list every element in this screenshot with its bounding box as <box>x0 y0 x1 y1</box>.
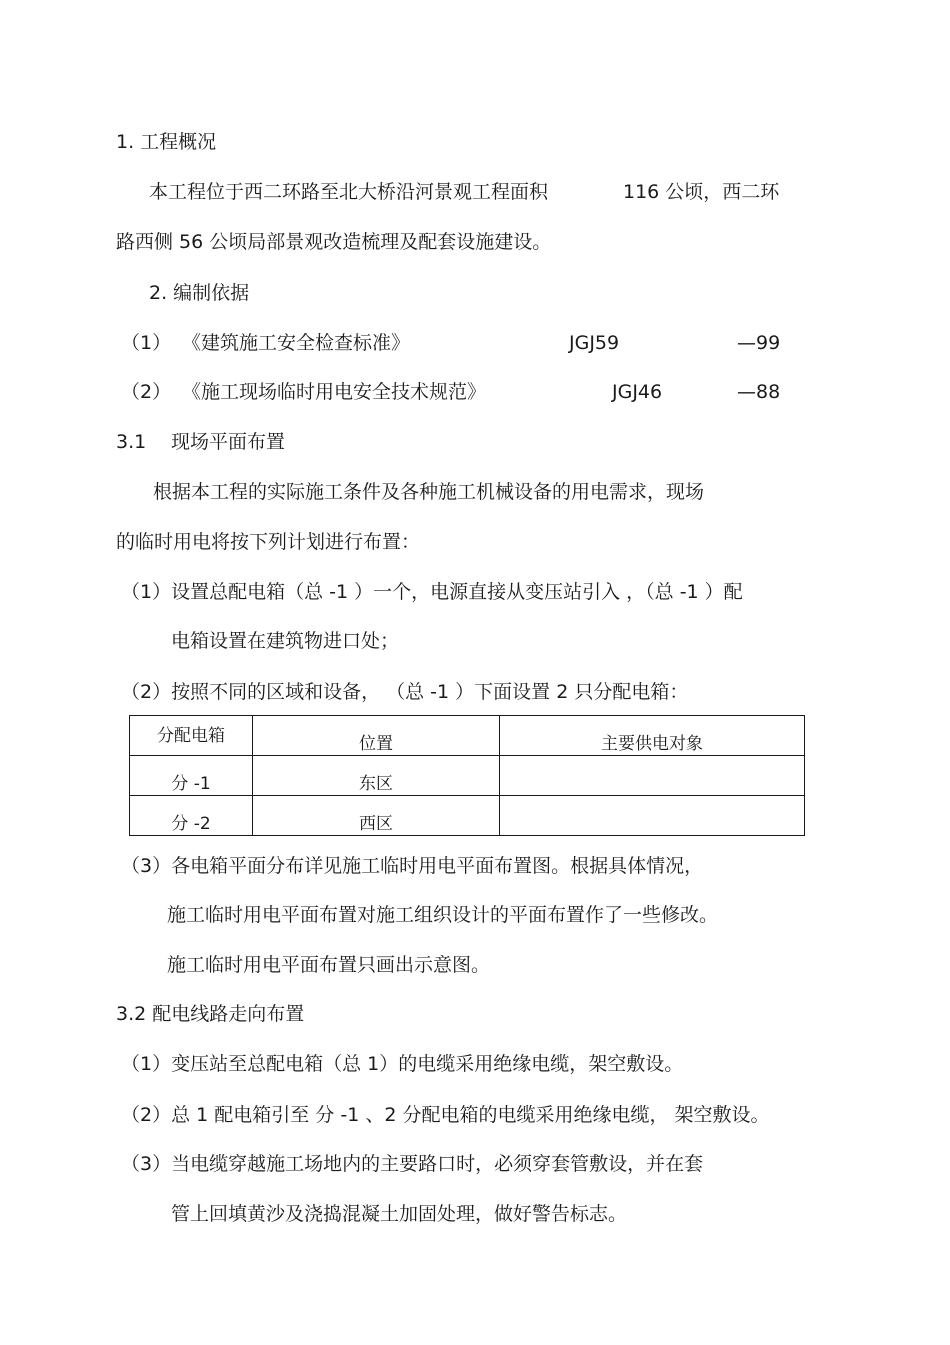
table-header-cell <box>500 716 805 756</box>
reference-1-year: —99 <box>737 332 781 354</box>
header-text: 主要供电对象 <box>601 734 703 754</box>
section-3-1-intro-line-1: 根据本工程的实际施工条件及各种施工机械设备的用电需求，现场 <box>153 481 705 503</box>
reference-2-year: —88 <box>737 381 781 403</box>
section-3-1-item-3-line-3: 施工临时用电平面布置只画出示意图。 <box>167 954 491 976</box>
section-1-paragraph-line-1 <box>149 180 548 204</box>
table-cell <box>253 796 500 836</box>
section-3-2-heading: 3.2 配电线路走向布置 <box>116 1003 305 1025</box>
section-3-2-item-1: （1）变压站至总配电箱（总 1）的电缆采用绝缘电缆，架空敷设。 <box>121 1053 684 1075</box>
table-header-row <box>130 716 805 756</box>
header-text: 分配电箱 <box>157 726 225 746</box>
section-3-1-heading-num: 3.1 <box>116 431 147 453</box>
reference-1-code: JGJ59 <box>569 332 620 354</box>
section-3-1-item-1-line-2: 电箱设置在建筑物进口处； <box>171 630 400 652</box>
cell-text: 西区 <box>359 814 393 834</box>
table-cell <box>500 796 805 836</box>
table-cell <box>130 756 253 796</box>
table-cell <box>130 796 253 836</box>
cell-text: 分 -2 <box>171 814 211 834</box>
table-header-cell <box>130 716 253 756</box>
section-3-2-item-3-line-2: 管上回填黄沙及浇捣混凝土加固处理，做好警告标志。 <box>171 1203 628 1225</box>
reference-2-code: JGJ46 <box>612 381 663 403</box>
cell-text: 东区 <box>359 774 393 794</box>
distribution-box-table <box>129 715 805 836</box>
cell-text: 分 -1 <box>171 774 211 794</box>
section-3-1-item-2: （2）按照不同的区域和设备， （总 -1 ）下面设置 2 只分配电箱： <box>121 681 689 703</box>
paragraph-text: 本工程位于西二环路至北大桥沿河景观工程面积 <box>149 181 549 203</box>
section-1-heading: 1. 工程概况 <box>116 131 217 153</box>
section-3-1-item-3-line-1: （3）各电箱平面分布详见施工临时用电平面布置图。根据具体情况， <box>121 855 704 877</box>
reference-2-num: （2） <box>121 381 172 403</box>
header-text: 位置 <box>359 734 393 754</box>
section-3-2-item-2: （2）总 1 配电箱引至 分 -1 、2 分配电箱的电缆采用绝缘电缆， 架空敷设。 <box>121 1104 770 1126</box>
section-1-paragraph-area <box>623 180 779 204</box>
section-3-1-intro-line-2: 的临时用电将按下列计划进行布置： <box>116 531 421 553</box>
table-cell <box>500 756 805 796</box>
section-3-1-item-3-line-2: 施工临时用电平面布置对施工组织设计的平面布置作了一些修改。 <box>167 904 719 926</box>
paragraph-text: 116 公顷，西二环 <box>623 181 780 203</box>
section-3-1-heading-text: 现场平面布置 <box>171 431 286 453</box>
table-cell <box>253 756 500 796</box>
table-row <box>130 756 805 796</box>
section-3-2-item-3-line-1: （3）当电缆穿越施工场地内的主要路口时，必须穿套管敷设，并在套 <box>121 1153 704 1175</box>
section-1-paragraph-line-2: 路西侧 56 公顷局部景观改造梳理及配套设施建设。 <box>116 231 552 253</box>
table-row <box>130 796 805 836</box>
reference-1-title: 《建筑施工安全检查标准》 <box>182 332 411 354</box>
reference-1-num: （1） <box>121 332 172 354</box>
section-2-heading: 2. 编制依据 <box>149 282 250 304</box>
reference-2-title: 《施工现场临时用电安全技术规范》 <box>182 381 487 403</box>
section-3-1-item-1-line-1: （1）设置总配电箱（总 -1 ）一个，电源直接从变压站引入 ，（总 -1 ）配 <box>121 581 743 603</box>
table-header-cell <box>253 716 500 756</box>
